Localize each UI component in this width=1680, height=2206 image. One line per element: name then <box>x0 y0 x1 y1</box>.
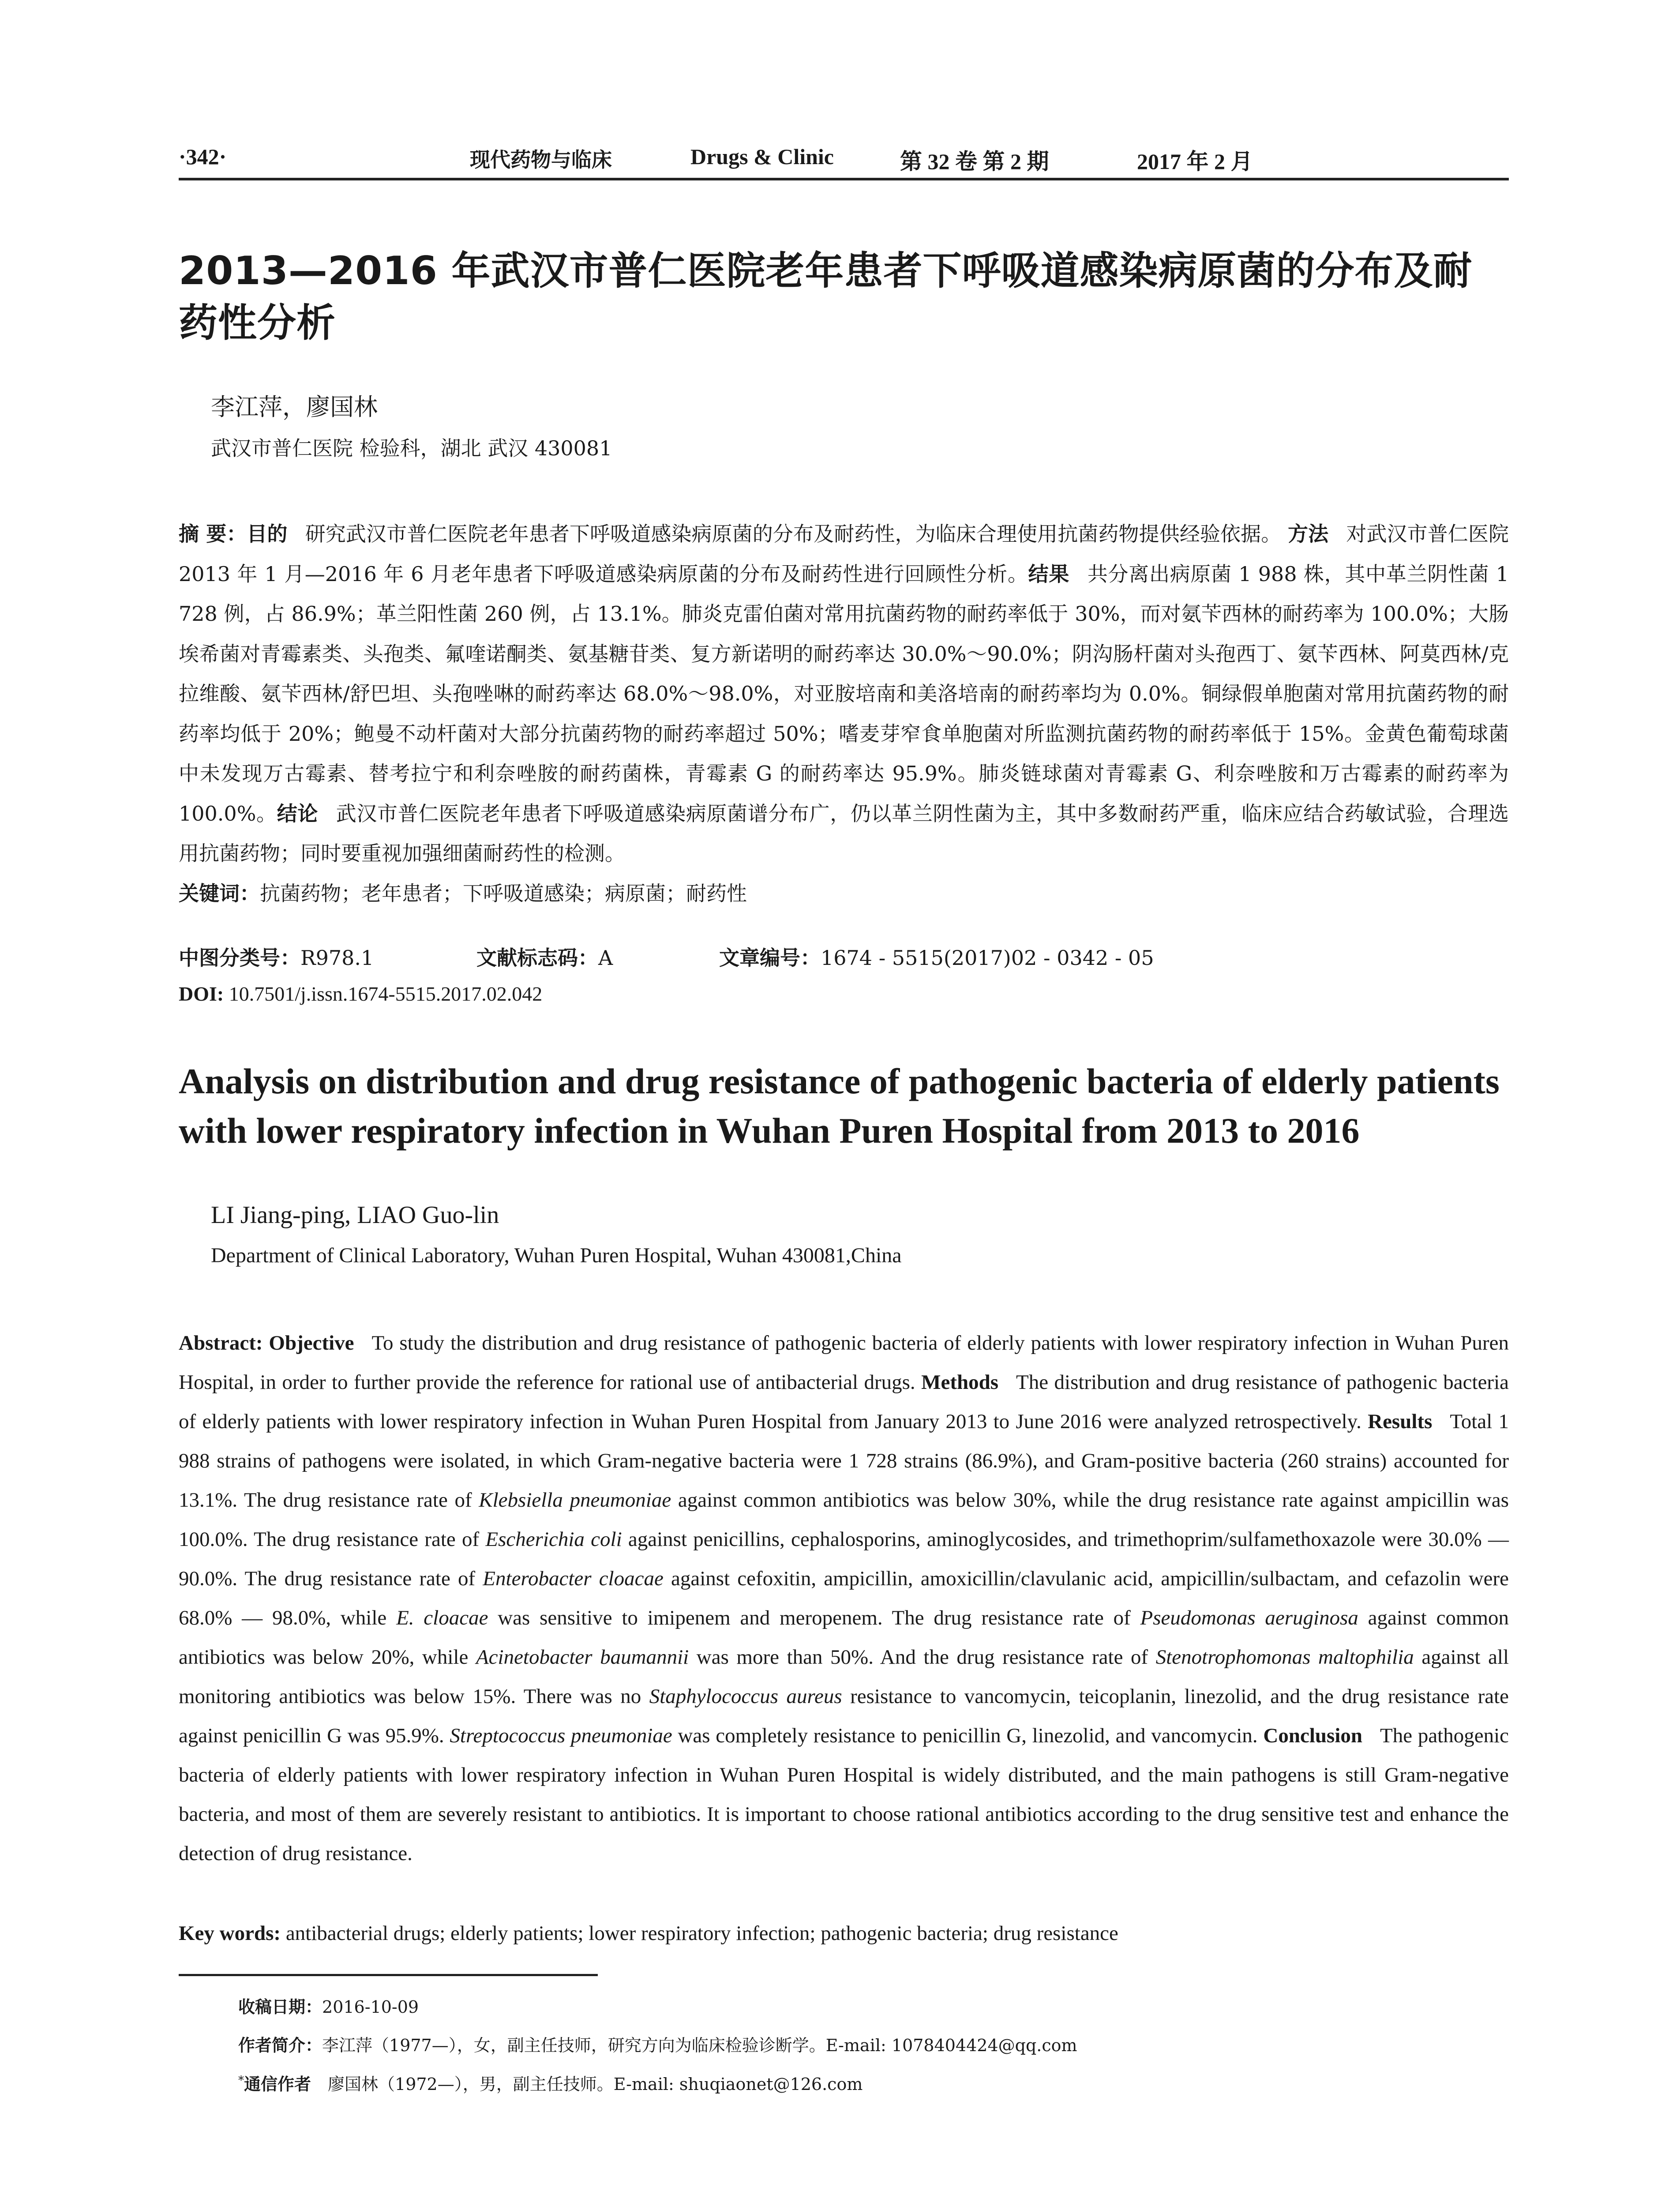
methods-text-cn: 对武汉市普仁医院 2013 年 1 月—2016 年 6 月老年患者下呼吸道感染病原菌的分布及耐药性进行回顾性分析。 <box>179 522 1509 586</box>
methods-label-cn: 方法 <box>1288 522 1329 546</box>
page-number: ·342· <box>179 144 227 169</box>
article-title-cn: 2013—2016 年武汉市普仁医院老年患者下呼吸道感染病原菌的分布及耐药性分析 <box>179 248 1473 345</box>
objective-text-en: To study the distribution and drug resistance of pathogenic bacteria of elderly patients with lower respiratory infection in Wuhan Puren Hospital, in order to further provide the reference for rational use of antibacterial drugs. <box>179 1332 1509 1394</box>
results-text-en: against common antibiotics was below 20%, while <box>179 1606 1509 1669</box>
corr-label: 通信作者 <box>244 2075 311 2094</box>
species-escherichia: Escherichia coli <box>485 1528 622 1551</box>
doi-label: DOI: <box>179 983 224 1005</box>
results-text-cn: 共分离出病原菌 1 988 株，其中革兰阴性菌 1 728 例，占 86.9%；革兰阳性菌 260 例，占 13.1%。肺炎克雷伯菌对常用抗菌药物的耐药率低于 30%，而对氨苄西林的耐药率为 100.0%；大肠埃希菌对青霉素类、头孢类、氟喹诺酮类、氨基糖苷类、复方新诺明的耐药率达 30.0%～90.0%；阴沟肠杆菌对头孢西丁、氨苄西林、阿莫西林/克拉维酸、氨苄西林/舒巴坦、头孢唑啉的耐药率达 68.0%～98.0%，对亚胺培南和美洛培南的耐药率均为 0.0%。铜绿假单胞菌对常用抗菌药物的耐药率均低于 20%；鲍曼不动杆菌对大部分抗菌药物的耐药率超过 50%；嗜麦芽窄食单胞菌对所监测抗菌药物的耐药率低于 15%。金黄色葡萄球菌中未发现万古霉素、替考拉宁和利奈唑胺的耐药菌株，青霉素 G 的耐药率达 95.9%。肺炎链球菌对青霉素 G、利奈唑胺和万古霉素的耐药率为 100.0%。 <box>179 562 1509 825</box>
footnote-author <box>238 2032 1077 2056</box>
keywords-en <box>179 1921 1118 1945</box>
species-staphylococcus: Staphylococcus aureus <box>649 1685 842 1708</box>
species-streptococcus: Streptococcus pneumoniae <box>450 1724 672 1747</box>
results-text-en: against cefoxitin, ampicillin, amoxicillin/clavulanic acid, ampicillin/sulbactam, and cefazolin were 68.0% — 98.0%, while <box>179 1567 1509 1629</box>
footnote-received <box>238 1993 419 2018</box>
header-rule <box>179 178 1509 180</box>
running-header <box>179 140 1509 176</box>
results-text-en: against penicillins, cephalosporins, aminoglycosides, and trimethoprim/sulfamethoxazole were 30.0% — 90.0%. The drug resistance rate of <box>179 1528 1509 1590</box>
conclusion-text-en: The pathogenic bacteria of elderly patients with lower respiratory infection in Wuhan Puren Hospital is widely distributed, and the main pathogens is still Gram-negative bacteria, and most of them are severely resistant to antibiotics. It is important to choose rational antibiotics according to the drug sensitive test and enhance the detection of drug resistance. <box>179 1724 1509 1865</box>
authors-en: LI Jiang-ping, LIAO Guo-lin <box>211 1201 499 1229</box>
objective-text-cn: 研究武汉市普仁医院老年患者下呼吸道感染病原菌的分布及耐药性，为临床合理使用抗菌药物提供经验依据。 <box>305 522 1282 546</box>
results-text-en: was more than 50%. And the drug resistance rate of <box>696 1646 1148 1669</box>
received-label: 收稿日期： <box>238 1997 322 2017</box>
corr-mark: * <box>238 2074 244 2087</box>
affiliation-cn: 武汉市普仁医院 检验科，湖北 武汉 430081 <box>211 436 612 460</box>
results-label-cn: 结果 <box>1028 562 1070 586</box>
abstract-label-cn: 摘 要： <box>179 522 247 546</box>
clc-label: 中图分类号： <box>179 946 300 970</box>
affiliation-en: Department of Clinical Laboratory, Wuhan Puren Hospital, Wuhan 430081,China <box>211 1244 902 1267</box>
doc-code-value: A <box>598 946 613 970</box>
doi-value: 10.7501/j.issn.1674-5515.2017.02.042 <box>229 983 543 1005</box>
corr-info: 廖国林（1972—），男，副主任技师。E-mail: shuqiaonet@126.com <box>328 2075 863 2094</box>
article-number-label: 文章编号： <box>719 946 821 970</box>
abstract-cn <box>179 514 1509 913</box>
results-text-en: resistance to vancomycin, teicoplanin, linezolid, and the drug resistance rate against penicillin G was 95.9%. <box>179 1685 1509 1747</box>
article-title-en: Analysis on distribution and drug resistance of pathogenic bacteria of elderly patients with lower respiratory infection in Wuhan Puren Hospital from 2013 to 2016 <box>179 1061 1500 1151</box>
issue-info: 第 32 卷 第 2 期 <box>900 149 1049 174</box>
journal-name-en: Drugs & Clinic <box>690 144 834 169</box>
keywords-text-en: antibacterial drugs; elderly patients; lower respiratory infection; pathogenic bacteria; drug resistance <box>285 1922 1118 1945</box>
keywords-label-en: Key words: <box>179 1922 281 1945</box>
keywords-text-cn: 抗菌药物；老年患者；下呼吸道感染；病原菌；耐药性 <box>260 881 747 905</box>
journal-name-cn: 现代药物与临床 <box>470 148 612 172</box>
conclusion-label-cn: 结论 <box>277 801 319 825</box>
footnote-corresponding <box>238 2071 862 2095</box>
species-enterobacter: Enterobacter cloacae <box>483 1567 664 1590</box>
species-stenotrophomonas: Stenotrophomonas maltophilia <box>1155 1646 1414 1669</box>
species-pseudomonas: Pseudomonas aeruginosa <box>1140 1606 1358 1629</box>
objective-label-cn: 目的 <box>247 522 288 546</box>
author-label: 作者简介： <box>238 2036 322 2055</box>
results-label-en: Results <box>1368 1410 1432 1433</box>
methods-label-en: Methods <box>921 1371 999 1394</box>
species-klebsiella: Klebsiella pneumoniae <box>479 1489 671 1512</box>
doc-code-label: 文献标志码： <box>476 946 598 970</box>
results-text-en: was sensitive to imipenem and meropenem. The drug resistance rate of <box>498 1606 1131 1629</box>
objective-label-en: Objective <box>269 1332 354 1354</box>
keywords-label-cn: 关键词： <box>179 881 260 905</box>
article-number-value: 1674 - 5515(2017)02 - 0342 - 05 <box>821 946 1154 970</box>
abstract-label-en: Abstract: <box>179 1332 263 1354</box>
methods-text-en: The distribution and drug resistance of pathogenic bacteria of elderly patients with lower respiratory infection in Wuhan Puren Hospital from January 2013 to June 2016 were analyzed retrospectively. <box>179 1371 1509 1433</box>
results-text-en: against common antibiotics was below 30%, while the drug resistance rate against ampicillin was 100.0%. The drug resistance rate of <box>179 1489 1509 1551</box>
results-text-en: against all monitoring antibiotics was below 15%. There was no <box>179 1646 1509 1708</box>
clc-value: R978.1 <box>300 946 374 970</box>
conclusion-label-en: Conclusion <box>1263 1724 1363 1747</box>
results-text-en: Total 1 988 strains of pathogens were isolated, in which Gram-negative bacteria were 1 728 strains (86.9%), and Gram-positive bacteria (260 strains) accounted for 13.1%. The drug resistance rate of <box>179 1410 1509 1512</box>
abstract-en <box>179 1324 1509 1873</box>
issue-date: 2017 年 2 月 <box>1137 149 1253 174</box>
doi <box>179 982 542 1005</box>
authors-cn: 李江萍，廖国林 <box>211 393 378 421</box>
species-enterobacter-short: E. cloacae <box>396 1606 488 1629</box>
received-date: 2016-10-09 <box>322 1997 419 2017</box>
results-text-en: was completely resistance to penicillin G, linezolid, and vancomycin. <box>678 1724 1258 1747</box>
author-info: 李江萍（1977—），女，副主任技师，研究方向为临床检验诊断学。E-mail: 1078404424@qq.com <box>322 2036 1077 2055</box>
conclusion-text-cn: 武汉市普仁医院老年患者下呼吸道感染病原菌谱分布广，仍以革兰阴性菌为主，其中多数耐药严重，临床应结合药敏试验，合理选用抗菌药物；同时要重视加强细菌耐药性的检测。 <box>179 801 1509 865</box>
keywords-cn <box>179 882 747 905</box>
species-acinetobacter: Acinetobacter baumannii <box>476 1646 689 1669</box>
footnote-rule <box>179 1974 598 1976</box>
